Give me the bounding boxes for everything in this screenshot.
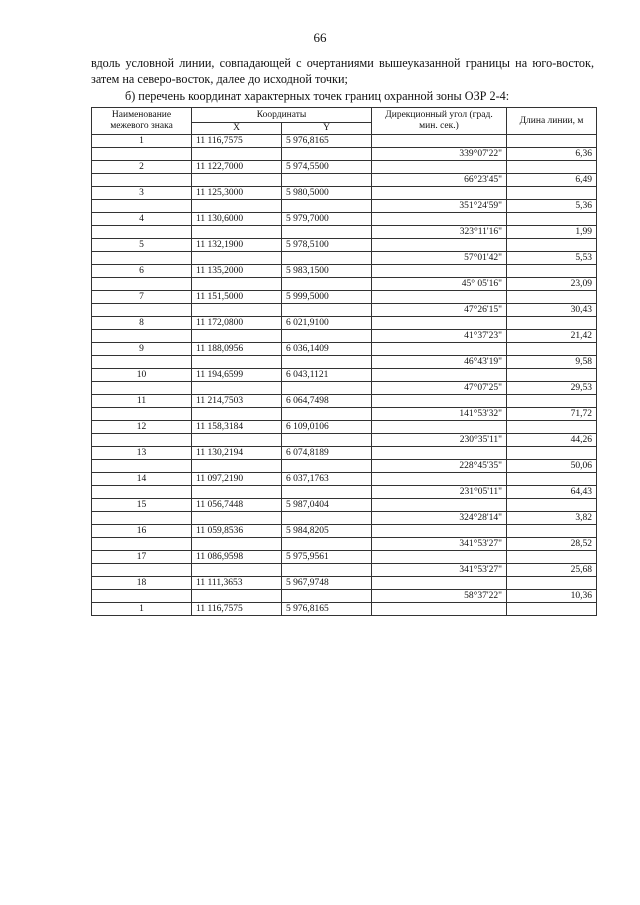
- direction-angle-empty: [372, 187, 507, 200]
- direction-angle: 47°26'15": [372, 304, 507, 317]
- line-length: 25,68: [507, 564, 597, 577]
- coordinate-y: 6 036,1409: [282, 343, 372, 356]
- direction-angle-empty: [372, 161, 507, 174]
- boundary-mark-name: 3: [92, 187, 192, 200]
- coordinate-x-empty: [192, 148, 282, 161]
- coordinate-x: 11 116,7575: [192, 135, 282, 148]
- boundary-mark-name: 14: [92, 473, 192, 486]
- coordinate-y: 5 976,8165: [282, 603, 372, 616]
- direction-angle: 351°24'59": [372, 200, 507, 213]
- boundary-mark-name: 13: [92, 447, 192, 460]
- coordinate-x-empty: [192, 226, 282, 239]
- table-row-segment: [92, 304, 597, 317]
- line-length-empty: [507, 343, 597, 356]
- table-row-point: [92, 317, 597, 330]
- coordinate-x-empty: [192, 174, 282, 187]
- line-length: 5,36: [507, 200, 597, 213]
- boundary-mark-name: 12: [92, 421, 192, 434]
- line-length: 44,26: [507, 434, 597, 447]
- table-row-segment: [92, 382, 597, 395]
- direction-angle: 141°53'32": [372, 408, 507, 421]
- table-row-point: [92, 343, 597, 356]
- line-length-empty: [507, 161, 597, 174]
- boundary-mark-name-empty: [92, 512, 192, 525]
- coordinate-x: 11 132,1900: [192, 239, 282, 252]
- direction-angle-empty: [372, 525, 507, 538]
- coordinate-y-empty: [282, 538, 372, 551]
- table-row-point: [92, 213, 597, 226]
- coordinate-y-empty: [282, 200, 372, 213]
- table-row-segment: [92, 538, 597, 551]
- table-row-segment: [92, 200, 597, 213]
- coordinate-y-empty: [282, 356, 372, 369]
- boundary-mark-name-empty: [92, 486, 192, 499]
- boundary-mark-name-empty: [92, 434, 192, 447]
- coordinate-y-empty: [282, 148, 372, 161]
- line-length: 10,36: [507, 590, 597, 603]
- line-length: 64,43: [507, 486, 597, 499]
- line-length-empty: [507, 135, 597, 148]
- coordinate-x: 11 059,8536: [192, 525, 282, 538]
- boundary-mark-name-empty: [92, 356, 192, 369]
- line-length-empty: [507, 421, 597, 434]
- boundary-mark-name-empty: [92, 252, 192, 265]
- table-row-segment: [92, 226, 597, 239]
- coordinate-x: 11 130,6000: [192, 213, 282, 226]
- table-row-point: [92, 265, 597, 278]
- coordinate-y-empty: [282, 330, 372, 343]
- coordinate-y-empty: [282, 278, 372, 291]
- coordinate-x-empty: [192, 512, 282, 525]
- direction-angle-empty: [372, 421, 507, 434]
- coordinate-y: 5 983,1500: [282, 265, 372, 278]
- boundary-mark-name: 17: [92, 551, 192, 564]
- direction-angle-empty: [372, 369, 507, 382]
- coordinate-y: 5 976,8165: [282, 135, 372, 148]
- direction-angle: 66°23'45": [372, 174, 507, 187]
- table-row-point: [92, 447, 597, 460]
- coordinate-y-empty: [282, 174, 372, 187]
- line-length-empty: [507, 395, 597, 408]
- page-number: 66: [313, 30, 327, 45]
- boundary-mark-name-empty: [92, 382, 192, 395]
- boundary-mark-name: 4: [92, 213, 192, 226]
- boundary-mark-name-empty: [92, 174, 192, 187]
- coordinate-x-empty: [192, 564, 282, 577]
- table-row-segment: [92, 486, 597, 499]
- table-row-point: [92, 577, 597, 590]
- coordinate-y: 6 021,9100: [282, 317, 372, 330]
- line-length: 30,43: [507, 304, 597, 317]
- table-row-segment: [92, 252, 597, 265]
- table-row-segment: [92, 590, 597, 603]
- line-length-empty: [507, 369, 597, 382]
- coordinate-y: 6 043,1121: [282, 369, 372, 382]
- line-length-empty: [507, 291, 597, 304]
- direction-angle: 57°01'42": [372, 252, 507, 265]
- line-length-empty: [507, 473, 597, 486]
- direction-angle-empty: [372, 317, 507, 330]
- coordinate-y: 6 037,1763: [282, 473, 372, 486]
- line-length: 21,42: [507, 330, 597, 343]
- boundary-mark-name: 10: [92, 369, 192, 382]
- table-row-segment: [92, 356, 597, 369]
- header-boundary-mark-name: Наименование межевого знака: [92, 108, 192, 135]
- line-length: 29,53: [507, 382, 597, 395]
- table-row-point: [92, 369, 597, 382]
- direction-angle-empty: [372, 395, 507, 408]
- coordinate-y: 5 999,5000: [282, 291, 372, 304]
- direction-angle: 341°53'27": [372, 564, 507, 577]
- header-direction-angle: Дирекционный угол (град. мин. сек.): [372, 108, 507, 135]
- line-length-empty: [507, 525, 597, 538]
- boundary-mark-name: 6: [92, 265, 192, 278]
- boundary-mark-name-empty: [92, 304, 192, 317]
- coordinate-y: 5 984,8205: [282, 525, 372, 538]
- boundary-mark-name-empty: [92, 226, 192, 239]
- direction-angle: 339°07'22": [372, 148, 507, 161]
- table-row-point: [92, 551, 597, 564]
- line-length: 9,58: [507, 356, 597, 369]
- coordinate-y: 6 074,8189: [282, 447, 372, 460]
- boundary-mark-name: 9: [92, 343, 192, 356]
- direction-angle-empty: [372, 603, 507, 616]
- boundary-mark-name-empty: [92, 330, 192, 343]
- coordinate-y: 5 978,5100: [282, 239, 372, 252]
- direction-angle-empty: [372, 265, 507, 278]
- coordinate-y-empty: [282, 252, 372, 265]
- line-length: 6,36: [507, 148, 597, 161]
- coordinate-x-empty: [192, 356, 282, 369]
- direction-angle: 228°45'35": [372, 460, 507, 473]
- coordinates-table: [91, 107, 597, 616]
- boundary-mark-name-empty: [92, 590, 192, 603]
- line-length-empty: [507, 317, 597, 330]
- boundary-mark-name: 2: [92, 161, 192, 174]
- line-length-empty: [507, 187, 597, 200]
- line-length: 50,06: [507, 460, 597, 473]
- table-row-point: [92, 499, 597, 512]
- paragraph-list-intro: б) перечень координат характерных точек границ охранной зоны ОЗР 2-4:: [125, 89, 510, 103]
- table-row-segment: [92, 512, 597, 525]
- coordinate-x: 11 135,2000: [192, 265, 282, 278]
- boundary-mark-name: 15: [92, 499, 192, 512]
- direction-angle: 231°05'11": [372, 486, 507, 499]
- coordinate-x-empty: [192, 382, 282, 395]
- table-row-segment: [92, 148, 597, 161]
- coordinate-y-empty: [282, 564, 372, 577]
- coordinate-x: 11 122,7000: [192, 161, 282, 174]
- coordinate-x-empty: [192, 278, 282, 291]
- coordinate-x-empty: [192, 590, 282, 603]
- coordinate-y: 6 109,0106: [282, 421, 372, 434]
- boundary-mark-name: 7: [92, 291, 192, 304]
- coordinate-x-empty: [192, 304, 282, 317]
- boundary-mark-name: 16: [92, 525, 192, 538]
- coordinate-y-empty: [282, 226, 372, 239]
- coordinate-y: 5 975,9561: [282, 551, 372, 564]
- direction-angle: 324°28'14": [372, 512, 507, 525]
- direction-angle: 341°53'27": [372, 538, 507, 551]
- line-length-empty: [507, 239, 597, 252]
- line-length-empty: [507, 499, 597, 512]
- coordinate-y: 5 974,5500: [282, 161, 372, 174]
- table-row-point: [92, 603, 597, 616]
- coordinate-x: 11 194,6599: [192, 369, 282, 382]
- boundary-mark-name-empty: [92, 408, 192, 421]
- coordinate-y-empty: [282, 486, 372, 499]
- coordinate-x: 11 056,7448: [192, 499, 282, 512]
- line-length: 6,49: [507, 174, 597, 187]
- direction-angle-empty: [372, 135, 507, 148]
- table-row-point: [92, 473, 597, 486]
- paragraph-boundary-description: вдоль условной линии, совпадающей с очертаниями вышеуказанной границы на юго-восток, затем на северо-восток, далее до исходной точки;: [91, 56, 594, 86]
- direction-angle-empty: [372, 213, 507, 226]
- coordinate-y: 5 987,0404: [282, 499, 372, 512]
- header-line-length: Длина линии, м: [507, 108, 597, 135]
- table-row-segment: [92, 174, 597, 187]
- line-length: 1,99: [507, 226, 597, 239]
- coordinate-x-empty: [192, 200, 282, 213]
- table-row-point: [92, 239, 597, 252]
- coordinate-y-empty: [282, 408, 372, 421]
- table-row-segment: [92, 278, 597, 291]
- line-length: 71,72: [507, 408, 597, 421]
- table-row-segment: [92, 408, 597, 421]
- line-length-empty: [507, 265, 597, 278]
- coordinate-x: 11 158,3184: [192, 421, 282, 434]
- header-coordinates: Координаты: [192, 108, 372, 123]
- direction-angle: 46°43'19": [372, 356, 507, 369]
- boundary-mark-name-empty: [92, 564, 192, 577]
- direction-angle-empty: [372, 291, 507, 304]
- coordinate-y-empty: [282, 460, 372, 473]
- header-y: Y: [282, 123, 372, 135]
- coordinate-x: 11 086,9598: [192, 551, 282, 564]
- coordinate-x: 11 125,3000: [192, 187, 282, 200]
- coordinate-y-empty: [282, 304, 372, 317]
- coordinate-x: 11 116,7575: [192, 603, 282, 616]
- line-length: 5,53: [507, 252, 597, 265]
- boundary-mark-name: 5: [92, 239, 192, 252]
- direction-angle: 230°35'11": [372, 434, 507, 447]
- table-row-segment: [92, 434, 597, 447]
- coordinate-x-empty: [192, 408, 282, 421]
- coordinate-x: 11 111,3653: [192, 577, 282, 590]
- line-length: 23,09: [507, 278, 597, 291]
- table-row-point: [92, 161, 597, 174]
- line-length: 3,82: [507, 512, 597, 525]
- boundary-mark-name-empty: [92, 148, 192, 161]
- coordinate-y: 5 979,7000: [282, 213, 372, 226]
- coordinate-x: 11 214,7503: [192, 395, 282, 408]
- coordinate-x-empty: [192, 538, 282, 551]
- boundary-mark-name-empty: [92, 460, 192, 473]
- direction-angle: 47°07'25": [372, 382, 507, 395]
- boundary-mark-name: 18: [92, 577, 192, 590]
- direction-angle: 45° 05'16": [372, 278, 507, 291]
- direction-angle-empty: [372, 239, 507, 252]
- coordinate-y-empty: [282, 590, 372, 603]
- direction-angle: 323°11'16": [372, 226, 507, 239]
- line-length-empty: [507, 213, 597, 226]
- table-row-point: [92, 135, 597, 148]
- boundary-mark-name: 1: [92, 135, 192, 148]
- coordinate-x-empty: [192, 330, 282, 343]
- table-row-point: [92, 525, 597, 538]
- direction-angle: 41°37'23": [372, 330, 507, 343]
- direction-angle-empty: [372, 447, 507, 460]
- coordinate-y: 5 967,9748: [282, 577, 372, 590]
- table-row-point: [92, 187, 597, 200]
- table-row-point: [92, 421, 597, 434]
- line-length: 28,52: [507, 538, 597, 551]
- coordinate-y: 5 980,5000: [282, 187, 372, 200]
- coordinate-y: 6 064,7498: [282, 395, 372, 408]
- line-length-empty: [507, 447, 597, 460]
- direction-angle: 58°37'22": [372, 590, 507, 603]
- coordinate-x: 11 188,0956: [192, 343, 282, 356]
- direction-angle-empty: [372, 343, 507, 356]
- boundary-mark-name-empty: [92, 200, 192, 213]
- table-row-segment: [92, 564, 597, 577]
- direction-angle-empty: [372, 499, 507, 512]
- table-row-point: [92, 395, 597, 408]
- coordinate-x-empty: [192, 460, 282, 473]
- table-row-segment: [92, 330, 597, 343]
- line-length-empty: [507, 603, 597, 616]
- coordinate-y-empty: [282, 512, 372, 525]
- coordinate-y-empty: [282, 434, 372, 447]
- direction-angle-empty: [372, 551, 507, 564]
- coordinate-y-empty: [282, 382, 372, 395]
- boundary-mark-name: 11: [92, 395, 192, 408]
- boundary-mark-name-empty: [92, 278, 192, 291]
- coordinate-x-empty: [192, 486, 282, 499]
- coordinates-table-body: [92, 135, 597, 616]
- line-length-empty: [507, 577, 597, 590]
- header-x: X: [192, 123, 282, 135]
- table-row-segment: [92, 460, 597, 473]
- coordinate-x: 11 097,2190: [192, 473, 282, 486]
- coordinate-x-empty: [192, 252, 282, 265]
- boundary-mark-name: 1: [92, 603, 192, 616]
- coordinate-x: 11 151,5000: [192, 291, 282, 304]
- line-length-empty: [507, 551, 597, 564]
- direction-angle-empty: [372, 473, 507, 486]
- coordinate-x-empty: [192, 434, 282, 447]
- direction-angle-empty: [372, 577, 507, 590]
- boundary-mark-name: 8: [92, 317, 192, 330]
- table-row-point: [92, 291, 597, 304]
- boundary-mark-name-empty: [92, 538, 192, 551]
- coordinate-x: 11 130,2194: [192, 447, 282, 460]
- coordinate-x: 11 172,0800: [192, 317, 282, 330]
